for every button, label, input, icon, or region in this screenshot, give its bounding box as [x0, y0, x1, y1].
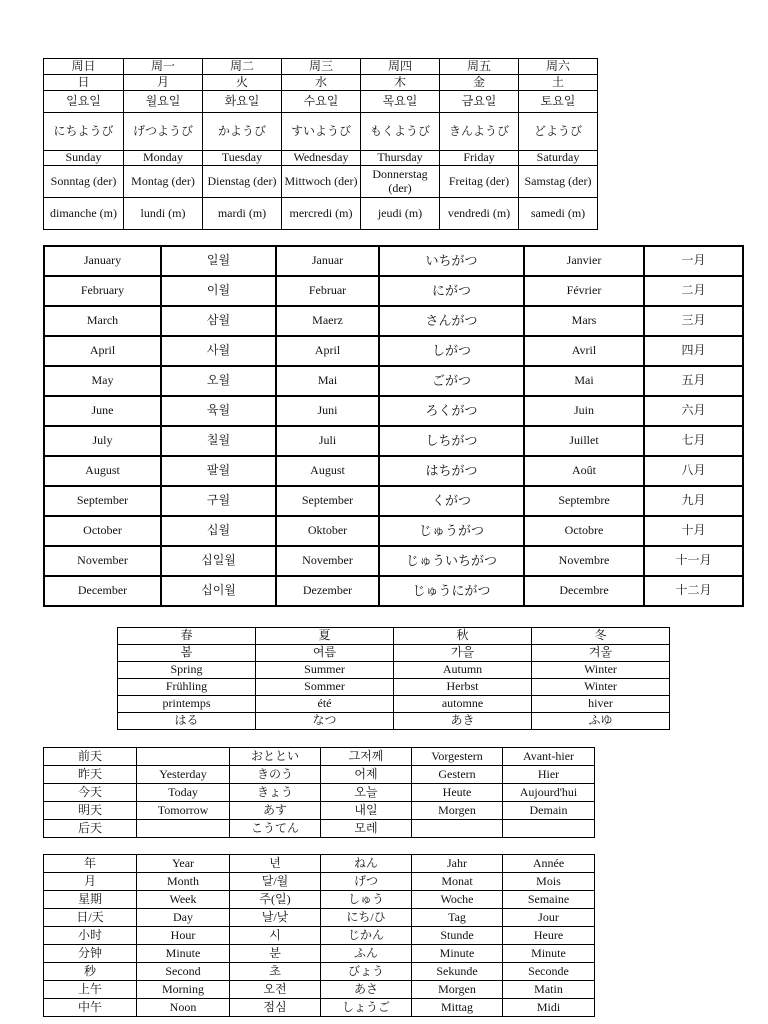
table-cell: 화요일	[203, 91, 282, 113]
table-row	[44, 59, 598, 75]
table-cell: mercredi (m)	[282, 198, 361, 230]
table-cell: 목요일	[361, 91, 440, 113]
table-cell: 삼월	[161, 306, 276, 336]
table-cell: Matin	[503, 981, 595, 999]
table-cell: 四月	[644, 336, 743, 366]
table-cell: April	[44, 336, 161, 366]
months-body	[44, 246, 743, 606]
table-cell: どようび	[519, 113, 598, 151]
table-cell: じかん	[321, 927, 412, 945]
table-cell: August	[44, 456, 161, 486]
table-cell: 昨天	[44, 766, 137, 784]
table-cell: 春	[118, 628, 256, 645]
table-cell: 그저께	[321, 748, 412, 766]
table-cell: Wednesday	[282, 151, 361, 166]
table-cell: くがつ	[379, 486, 524, 516]
table-cell: 上午	[44, 981, 137, 999]
table-cell: Seconde	[503, 963, 595, 981]
table-cell: 주(일)	[230, 891, 321, 909]
table-cell: Gestern	[412, 766, 503, 784]
table-cell: Mittwoch (der)	[282, 166, 361, 198]
table-cell: 년	[230, 855, 321, 873]
table-cell: November	[276, 546, 379, 576]
table-cell: 分钟	[44, 945, 137, 963]
table-cell: Mois	[503, 873, 595, 891]
table-cell: 수요일	[282, 91, 361, 113]
table-cell: Octobre	[524, 516, 644, 546]
table-cell: にち/ひ	[321, 909, 412, 927]
table-cell: Februar	[276, 276, 379, 306]
table-cell: 后天	[44, 820, 137, 838]
table-row	[118, 679, 670, 696]
table-row	[44, 166, 598, 198]
table-cell: ねん	[321, 855, 412, 873]
table-cell: Oktober	[276, 516, 379, 546]
table-cell: Friday	[440, 151, 519, 166]
table-cell	[137, 820, 230, 838]
table-cell: 三月	[644, 306, 743, 336]
table-cell	[503, 820, 595, 838]
table-cell: Dienstag (der)	[203, 166, 282, 198]
table-cell: 십이월	[161, 576, 276, 606]
table-cell: 분	[230, 945, 321, 963]
table-row	[44, 151, 598, 166]
table-cell: mardi (m)	[203, 198, 282, 230]
table-cell: Monat	[412, 873, 503, 891]
table-cell: すいようび	[282, 113, 361, 151]
table-cell: Semaine	[503, 891, 595, 909]
table-cell: Morgen	[412, 981, 503, 999]
table-cell: 어제	[321, 766, 412, 784]
table-cell: びょう	[321, 963, 412, 981]
table-cell: 모레	[321, 820, 412, 838]
table-cell: 달/월	[230, 873, 321, 891]
table-cell: 초	[230, 963, 321, 981]
table-cell: いちがつ	[379, 246, 524, 276]
table-row	[44, 486, 743, 516]
table-cell: しゅう	[321, 891, 412, 909]
table-cell: lundi (m)	[124, 198, 203, 230]
table-row	[44, 855, 595, 873]
table-row	[44, 75, 598, 91]
table-cell: Janvier	[524, 246, 644, 276]
table-cell: Novembre	[524, 546, 644, 576]
table-cell	[137, 748, 230, 766]
table-cell: 오늘	[321, 784, 412, 802]
table-cell: Mai	[524, 366, 644, 396]
table-cell: 一月	[644, 246, 743, 276]
table-cell: 今天	[44, 784, 137, 802]
table-cell: しちがつ	[379, 426, 524, 456]
table-cell: 토요일	[519, 91, 598, 113]
table-cell: 일월	[161, 246, 276, 276]
table-cell: はる	[118, 713, 256, 730]
table-row	[44, 396, 743, 426]
table-cell: ふん	[321, 945, 412, 963]
table-cell: 土	[519, 75, 598, 91]
table-row	[44, 516, 743, 546]
table-cell: Spring	[118, 662, 256, 679]
table-cell: 周三	[282, 59, 361, 75]
table-cell: Januar	[276, 246, 379, 276]
table-cell: 月	[124, 75, 203, 91]
table-cell: 中午	[44, 999, 137, 1017]
table-cell: 日	[44, 75, 124, 91]
table-cell: Minute	[137, 945, 230, 963]
table-cell: Juni	[276, 396, 379, 426]
table-cell: 여름	[256, 645, 394, 662]
table-cell: 칠월	[161, 426, 276, 456]
table-cell: 前天	[44, 748, 137, 766]
table-cell: Samstag (der)	[519, 166, 598, 198]
table-cell: hiver	[532, 696, 670, 713]
table-cell: 내일	[321, 802, 412, 820]
table-row	[44, 246, 743, 276]
table-cell: Heute	[412, 784, 503, 802]
table-cell: あさ	[321, 981, 412, 999]
time-units-body	[44, 855, 595, 1017]
table-cell: 구월	[161, 486, 276, 516]
table-cell: ごがつ	[379, 366, 524, 396]
table-cell: Montag (der)	[124, 166, 203, 198]
table-cell: Hour	[137, 927, 230, 945]
table-cell: ふゆ	[532, 713, 670, 730]
table-row	[44, 546, 743, 576]
table-row	[44, 366, 743, 396]
table-cell: なつ	[256, 713, 394, 730]
table-cell: 가을	[394, 645, 532, 662]
table-cell: August	[276, 456, 379, 486]
table-cell: 일요일	[44, 91, 124, 113]
table-cell: Hier	[503, 766, 595, 784]
table-cell: しょうご	[321, 999, 412, 1017]
table-cell: Year	[137, 855, 230, 873]
table-cell: 七月	[644, 426, 743, 456]
table-cell: あす	[230, 802, 321, 820]
table-cell	[412, 820, 503, 838]
table-cell: 年	[44, 855, 137, 873]
table-cell: 小时	[44, 927, 137, 945]
table-cell: Second	[137, 963, 230, 981]
table-cell: Sekunde	[412, 963, 503, 981]
table-cell: December	[44, 576, 161, 606]
table-cell: 周五	[440, 59, 519, 75]
table-cell: 周二	[203, 59, 282, 75]
table-cell: 周一	[124, 59, 203, 75]
table-cell: 星期	[44, 891, 137, 909]
table-cell: 오전	[230, 981, 321, 999]
table-row	[44, 963, 595, 981]
table-cell: Tomorrow	[137, 802, 230, 820]
table-cell: vendredi (m)	[440, 198, 519, 230]
table-cell: 사월	[161, 336, 276, 366]
table-cell: Sommer	[256, 679, 394, 696]
table-cell: 십일월	[161, 546, 276, 576]
table-row	[44, 909, 595, 927]
table-cell: Juli	[276, 426, 379, 456]
table-cell: Day	[137, 909, 230, 927]
table-cell: 周日	[44, 59, 124, 75]
table-cell: Stunde	[412, 927, 503, 945]
table-cell: Tag	[412, 909, 503, 927]
table-cell: Heure	[503, 927, 595, 945]
table-cell: Month	[137, 873, 230, 891]
table-cell: Freitag (der)	[440, 166, 519, 198]
table-row	[44, 891, 595, 909]
table-cell: じゅういちがつ	[379, 546, 524, 576]
table-cell: Autumn	[394, 662, 532, 679]
table-cell: 오월	[161, 366, 276, 396]
table-cell: Aujourd'hui	[503, 784, 595, 802]
table-row	[44, 784, 595, 802]
table-cell: Jahr	[412, 855, 503, 873]
table-cell: Midi	[503, 999, 595, 1017]
table-cell: Avril	[524, 336, 644, 366]
table-row	[44, 426, 743, 456]
table-cell: 木	[361, 75, 440, 91]
table-cell: automne	[394, 696, 532, 713]
table-cell: November	[44, 546, 161, 576]
table-cell: Maerz	[276, 306, 379, 336]
table-cell: Dezember	[276, 576, 379, 606]
table-row	[44, 198, 598, 230]
table-row	[44, 945, 595, 963]
weekdays-body	[44, 59, 598, 230]
table-cell: Sunday	[44, 151, 124, 166]
table-row	[44, 981, 595, 999]
table-cell: Septembre	[524, 486, 644, 516]
table-cell: もくようび	[361, 113, 440, 151]
table-row	[118, 696, 670, 713]
table-cell: あき	[394, 713, 532, 730]
table-row	[44, 927, 595, 945]
table-cell: 육월	[161, 396, 276, 426]
table-cell: samedi (m)	[519, 198, 598, 230]
table-cell: Week	[137, 891, 230, 909]
table-cell: été	[256, 696, 394, 713]
table-cell: はちがつ	[379, 456, 524, 486]
table-cell: 九月	[644, 486, 743, 516]
table-cell: しがつ	[379, 336, 524, 366]
table-cell: 日/天	[44, 909, 137, 927]
table-cell: Decembre	[524, 576, 644, 606]
table-cell: Juin	[524, 396, 644, 426]
table-cell: こうてん	[230, 820, 321, 838]
table-cell: 水	[282, 75, 361, 91]
table-cell: 팔월	[161, 456, 276, 486]
table-cell: Sonntag (der)	[44, 166, 124, 198]
table-cell: げつようび	[124, 113, 203, 151]
table-row	[44, 820, 595, 838]
table-cell: Année	[503, 855, 595, 873]
table-cell: Tuesday	[203, 151, 282, 166]
table-cell: Herbst	[394, 679, 532, 696]
table-cell: Noon	[137, 999, 230, 1017]
table-cell: じゅうがつ	[379, 516, 524, 546]
table-cell: Woche	[412, 891, 503, 909]
seasons-table	[117, 627, 670, 730]
table-cell: January	[44, 246, 161, 276]
table-cell: Today	[137, 784, 230, 802]
table-cell: にがつ	[379, 276, 524, 306]
table-cell: 월요일	[124, 91, 203, 113]
table-cell: 二月	[644, 276, 743, 306]
table-cell: Morgen	[412, 802, 503, 820]
table-cell: Winter	[532, 662, 670, 679]
table-cell: 秋	[394, 628, 532, 645]
table-cell: Août	[524, 456, 644, 486]
table-cell: 十二月	[644, 576, 743, 606]
table-cell: Thursday	[361, 151, 440, 166]
table-row	[118, 662, 670, 679]
table-row	[44, 999, 595, 1017]
table-cell: Frühling	[118, 679, 256, 696]
table-row	[118, 645, 670, 662]
table-cell: April	[276, 336, 379, 366]
table-cell: さんがつ	[379, 306, 524, 336]
table-cell: Saturday	[519, 151, 598, 166]
table-cell: 점심	[230, 999, 321, 1017]
table-cell: 夏	[256, 628, 394, 645]
table-cell: jeudi (m)	[361, 198, 440, 230]
table-cell: May	[44, 366, 161, 396]
table-cell: Mai	[276, 366, 379, 396]
table-cell: じゅうにがつ	[379, 576, 524, 606]
table-row	[118, 713, 670, 730]
table-row	[44, 306, 743, 336]
table-row	[44, 456, 743, 486]
table-cell: September	[44, 486, 161, 516]
table-cell: July	[44, 426, 161, 456]
table-cell: 金	[440, 75, 519, 91]
table-cell: Minute	[503, 945, 595, 963]
months-table	[43, 245, 744, 607]
table-cell: Winter	[532, 679, 670, 696]
table-cell: 秒	[44, 963, 137, 981]
table-cell: 冬	[532, 628, 670, 645]
table-row	[44, 576, 743, 606]
table-cell: Mittag	[412, 999, 503, 1017]
table-cell: June	[44, 396, 161, 426]
table-cell: Février	[524, 276, 644, 306]
table-cell: Juillet	[524, 426, 644, 456]
table-cell: Minute	[412, 945, 503, 963]
table-cell: 周四	[361, 59, 440, 75]
table-cell: にちようび	[44, 113, 124, 151]
table-cell: 십월	[161, 516, 276, 546]
table-cell: Summer	[256, 662, 394, 679]
table-row	[44, 802, 595, 820]
seasons-body	[118, 628, 670, 730]
time-units-table	[43, 854, 595, 1017]
table-cell: October	[44, 516, 161, 546]
table-cell: きょう	[230, 784, 321, 802]
table-cell: March	[44, 306, 161, 336]
table-cell: Vorgestern	[412, 748, 503, 766]
table-row	[44, 113, 598, 151]
table-cell: February	[44, 276, 161, 306]
table-cell: September	[276, 486, 379, 516]
relative-days-body	[44, 748, 595, 838]
table-cell: Jour	[503, 909, 595, 927]
relative-days-table	[43, 747, 595, 838]
table-cell: Mars	[524, 306, 644, 336]
table-cell: printemps	[118, 696, 256, 713]
table-cell: 十月	[644, 516, 743, 546]
table-cell: 八月	[644, 456, 743, 486]
table-cell: おととい	[230, 748, 321, 766]
table-cell: 봄	[118, 645, 256, 662]
table-cell: 五月	[644, 366, 743, 396]
table-row	[118, 628, 670, 645]
table-cell: げつ	[321, 873, 412, 891]
table-cell: 이월	[161, 276, 276, 306]
table-cell: Yesterday	[137, 766, 230, 784]
table-row	[44, 766, 595, 784]
table-cell: かようび	[203, 113, 282, 151]
table-cell: 시	[230, 927, 321, 945]
table-cell: Donnerstag (der)	[361, 166, 440, 198]
table-cell: きのう	[230, 766, 321, 784]
table-cell: きんようび	[440, 113, 519, 151]
table-row	[44, 873, 595, 891]
table-cell: Monday	[124, 151, 203, 166]
table-cell: dimanche (m)	[44, 198, 124, 230]
table-cell: Avant-hier	[503, 748, 595, 766]
table-row	[44, 91, 598, 113]
table-row	[44, 276, 743, 306]
table-cell: 겨울	[532, 645, 670, 662]
table-cell: 六月	[644, 396, 743, 426]
table-cell: Morning	[137, 981, 230, 999]
table-cell: 금요일	[440, 91, 519, 113]
table-row	[44, 336, 743, 366]
weekdays-table	[43, 58, 598, 230]
table-row	[44, 748, 595, 766]
table-cell: 火	[203, 75, 282, 91]
table-cell: Demain	[503, 802, 595, 820]
table-cell: 날/낮	[230, 909, 321, 927]
table-cell: 明天	[44, 802, 137, 820]
table-cell: ろくがつ	[379, 396, 524, 426]
table-cell: 十一月	[644, 546, 743, 576]
table-cell: 月	[44, 873, 137, 891]
table-cell: 周六	[519, 59, 598, 75]
